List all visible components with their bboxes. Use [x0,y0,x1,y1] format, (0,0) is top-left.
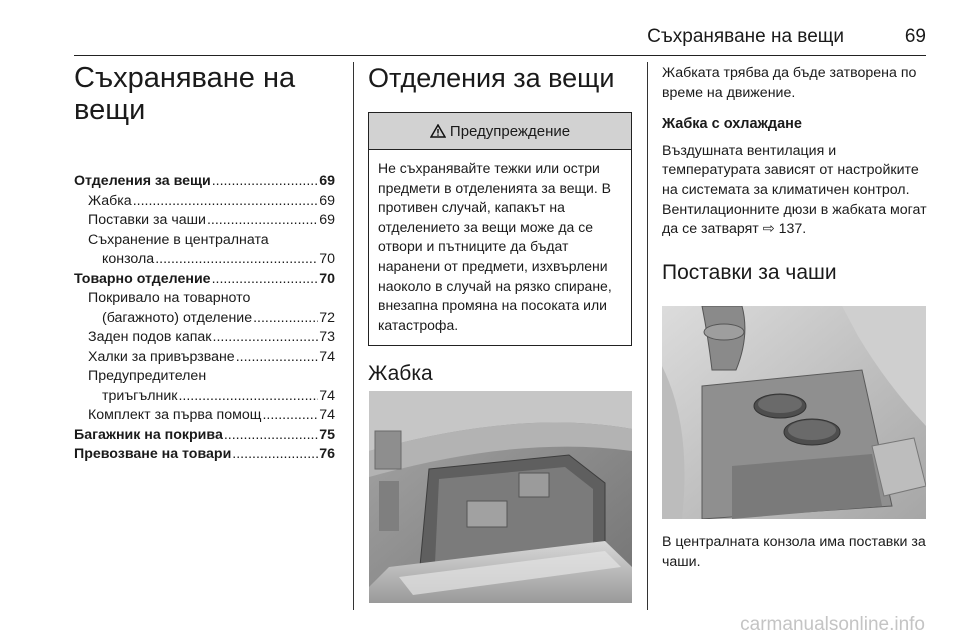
glovebox-illustration [369,391,632,603]
toc-entry[interactable]: Жабка ..... 69 [74,192,335,212]
toc-entry[interactable]: Багажник на покрива ..... 75 [74,426,335,446]
section-heading: Отделения за вещи [368,63,615,93]
page-reference[interactable]: 137. [778,221,807,238]
table-of-contents [74,172,335,465]
page-number: 69 [904,26,926,47]
toc-entry[interactable]: Отделения за вещи ..... 69 [74,172,335,192]
warning-box [368,112,632,346]
toc-entry[interactable]: Халки за привързване ..... 74 [74,348,335,368]
running-title: Съхраняване на вещи [647,26,844,47]
warning-header [369,113,631,150]
toc-entry[interactable]: Превозване на товари ..... 76 [74,445,335,465]
chapter-title: Съхраняване на вещи [74,62,296,126]
ventilation-paragraph: Въздушната вентилация и температурата зависят от настройките на системата за климатичен контрол. [662,142,919,198]
warning-triangle-icon [430,124,446,138]
warning-text: Не съхранявайте тежки или остри предмети в отделенията за вещи. В противен случай, капакът на отделението за вещи може да се отвори и пътниците да бъдат наранени от предмети, изхвърлени наоколо в случай на рязко спиране, внезапна промяна на посоката или катастрофа. [378,160,612,333]
toc-entry-line[interactable]: Предупредителен [88,368,207,384]
cupholders-heading: Поставки за чаши [662,260,837,284]
toc-entry[interactable]: Комплект за първа помощ ..... 74 [74,406,335,426]
toc-entry[interactable]: Поставки за чаши ..... 69 [74,211,335,231]
toc-entry[interactable]: триъгълник ..... 74 [74,387,335,407]
storage-column [368,62,632,386]
column-divider-2 [647,62,648,610]
vents-paragraph: Вентилационните дюзи в жабката могат да се затварят ⇨ 137. [662,201,927,238]
page-reference-icon: ⇨ [762,221,775,238]
glovebox-paragraph: Жабката трябва да бъде затворена по време на движение. [662,65,917,101]
toc-entry[interactable]: Товарно отделение ..... 70 [74,270,335,290]
column-divider-1 [353,62,354,610]
toc-entry[interactable]: конзола ..... 70 [74,250,335,270]
page-header [74,26,926,56]
cupholder-paragraph: В централната конзола има поставки за чаши. [662,534,926,570]
header-rule [74,55,926,56]
toc-entry-line[interactable]: Покривало на товарното [88,290,251,306]
watermark: carmanualsonline.info [740,614,925,635]
toc-entry[interactable]: Заден подов капак ..... 73 [74,328,335,348]
toc-entry[interactable]: (багажното) отделение ..... 72 [74,309,335,329]
toc-entry-line[interactable]: Съхранение в централната [88,231,269,248]
info-column [662,64,930,285]
toc-column [74,62,335,465]
warning-title: Предупреждение [449,122,571,140]
cooled-glovebox-heading: Жабка с охлаждане [662,116,802,133]
glovebox-heading: Жабка [368,362,433,386]
cupholder-illustration [662,306,926,519]
